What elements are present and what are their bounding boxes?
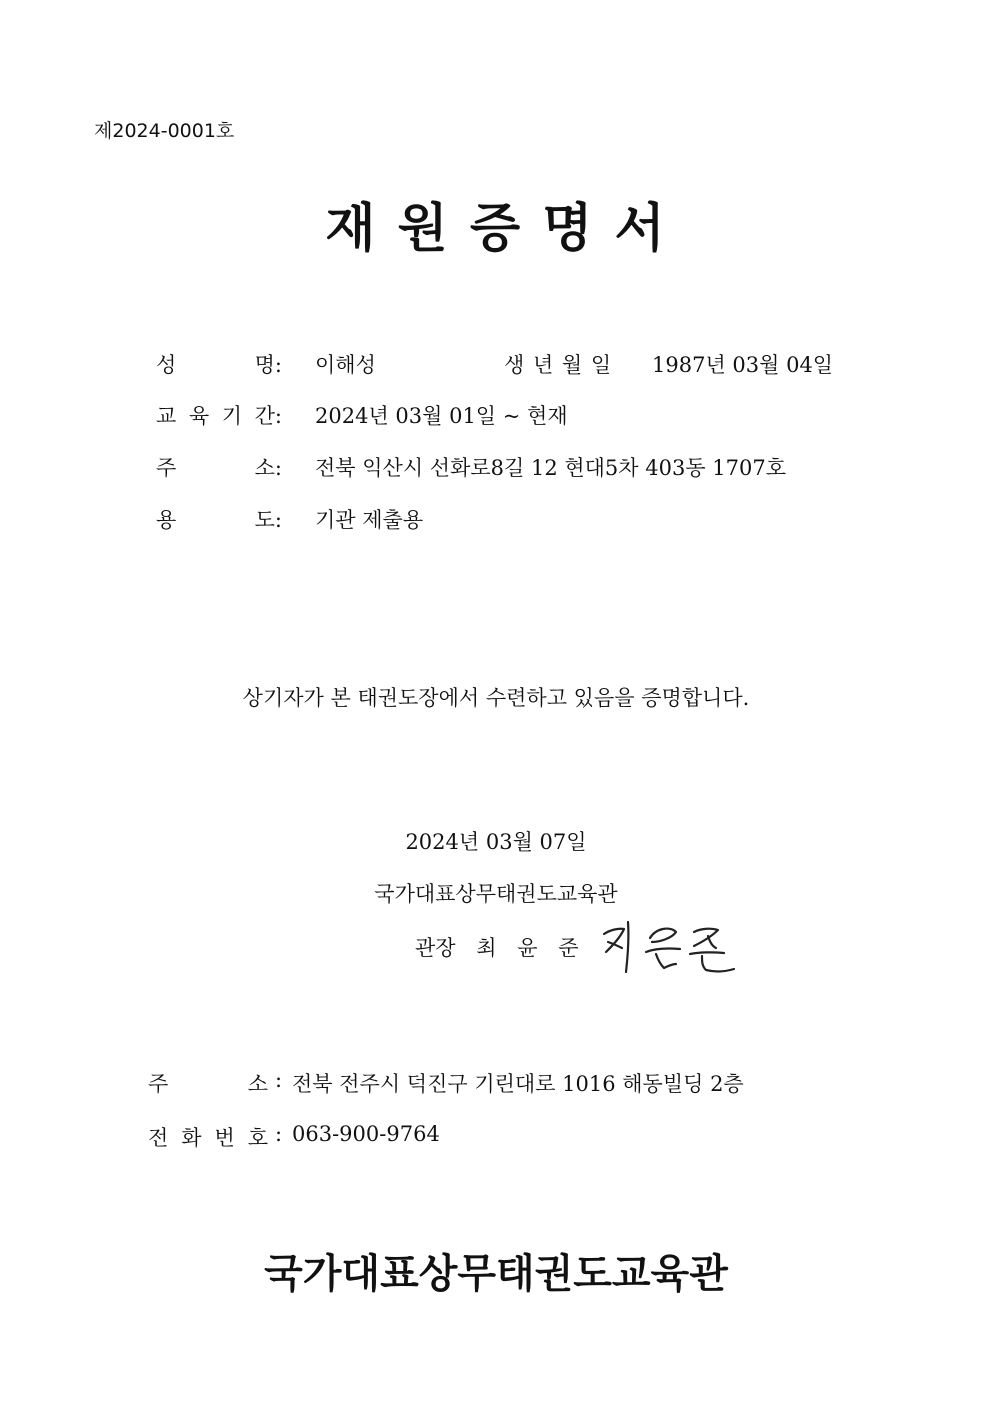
issue-date: 2024년 03월 07일 (405, 830, 587, 854)
document-title: 재 원 증 명 서 (325, 199, 667, 259)
name-value: 이해성 (315, 353, 376, 377)
contact-address-value: 전북 전주시 덕진구 기린대로 1016 해동빌딩 2층 (292, 1072, 744, 1096)
period-value: 2024년 03월 01일 ~ 현재 (315, 404, 568, 428)
address-value: 전북 익산시 선화로8길 12 현대5차 403동 1707호 (315, 456, 787, 480)
contact-address-separator: : (275, 1068, 283, 1092)
birthdate-value: 1987년 03월 04일 (652, 353, 834, 377)
purpose-value: 기관 제출용 (315, 508, 424, 532)
contact-address-label: 주 소 (148, 1072, 268, 1096)
issuer-organization: 국가대표상무태권도교육관 (374, 882, 618, 906)
contact-phone-value: 063-900-9764 (292, 1122, 440, 1146)
director-line (415, 932, 578, 962)
birthdate-label: 생 년 월 일 (504, 353, 613, 377)
certification-statement: 상기자가 본 태권도장에서 수련하고 있음을 증명합니다. (242, 686, 750, 710)
signature-image (598, 912, 738, 982)
purpose-label: 용 도: (156, 508, 282, 532)
document-number: 제2024-0001호 (94, 120, 235, 142)
contact-phone-separator: : (275, 1122, 283, 1146)
contact-phone-label: 전 화 번 호 (148, 1126, 268, 1150)
footer-organization: 국가대표상무태권도교육관 (264, 1251, 728, 1297)
period-label: 교 육 기 간: (156, 404, 282, 428)
address-label: 주 소: (156, 456, 282, 480)
director-title: 관장 (415, 936, 456, 960)
name-label: 성 명: (156, 353, 282, 377)
director-name: 최 윤 준 (476, 936, 579, 960)
